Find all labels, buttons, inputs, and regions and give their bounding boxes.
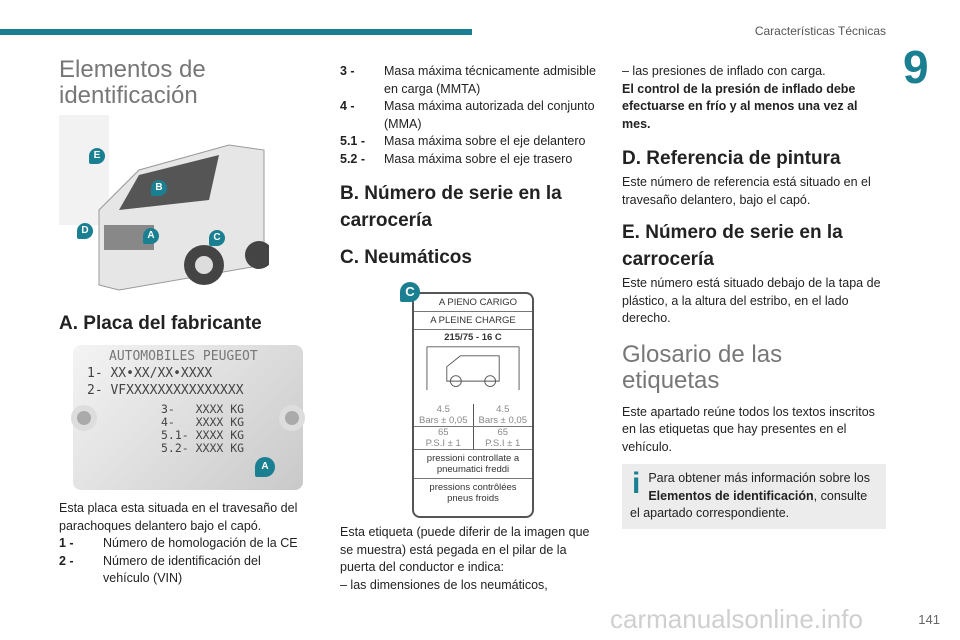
- page-title: Elementos de identificación: [59, 56, 206, 109]
- chapter-number: 9: [903, 41, 929, 93]
- van-illustration: [59, 115, 269, 293]
- section-title: Características Técnicas: [754, 24, 886, 38]
- tire-label: A PIENO CARIGO A PLEINE CHARGE 215/75 - 16 C 4.5 Bars ± 0,05 4.5 Bars ± 0,05 65 P.S.I ± 1 65 P.S.I ± 1 pressioni controllate a pneumatici freddi pressions contrôlées pneus froids C: [412, 292, 534, 518]
- page-number: 141: [918, 612, 940, 627]
- heading-glossary: Glosario de las etiquetas: [622, 340, 783, 394]
- heading-b: B. Número de serie en la carrocería: [340, 183, 562, 231]
- tire-text: Esta etiqueta (puede diferir de la imagen que se muestra) está pegada en el pilar de la puerta del conductor e indica: – las dimensiones de los neumáticos,: [340, 525, 590, 592]
- info-box: i Para obtener más información sobre los Elementos de identificación, consulte el apartado correspondiente.: [622, 464, 886, 529]
- badge-a: A: [255, 457, 275, 477]
- column-1: [59, 57, 309, 109]
- header-bar: [0, 29, 472, 35]
- info-icon: i: [632, 467, 641, 500]
- watermark: carmanualsonline.info: [610, 604, 863, 634]
- badge-b: B: [151, 180, 167, 196]
- badge-d: D: [77, 223, 93, 239]
- heading-a: A. Placa del fabricante: [59, 313, 262, 334]
- badge-c: C: [400, 282, 420, 302]
- heading-c: C. Neumáticos: [340, 247, 472, 268]
- manufacturer-plate: AUTOMOBILES PEUGEOT 1- XX•XX/XX•XXXX 2- VFXXXXXXXXXXXXXXX 3- XXXX KG 4- XXXX KG 5.1- XXXX KG 5.2- XXXX KG A: [73, 345, 303, 490]
- heading-e: E. Número de serie en la carrocería: [622, 222, 843, 270]
- badge-a: A: [143, 228, 159, 244]
- mass-list: 3 - Masa máxima técnicamente admisible en carga (MMTA) 4 - Masa máxima autorizada del conjunto (MMA) 5.1 - Masa máxima sobre el eje delantero 5.2 - Masa máxima sobre el eje trasero B. Número de serie en la carrocería C. Neumáticos: [340, 63, 602, 271]
- badge-e: E: [89, 148, 105, 164]
- badge-c: C: [209, 230, 225, 246]
- heading-d: D. Referencia de pintura: [622, 148, 841, 169]
- column-3: – las presiones de inflado con carga. El control de la presión de inflado debe efectuarse en frío y al menos una vez al mes. D. Referencia de pintura Este número de referencia está situado en el travesaño delantero, bajo el capó. E. Número de serie en la carrocería Este número está situado debajo de la tapa de plástico, a la altura del estribo, en el lado derecho. Glosario de las etiquetas Este apartado reúne todos los textos inscritos en las etiquetas que hay presentes en el vehículo. i Para obtener más información sobre los Elementos de identificación, consulte el apartado correspondiente.: [622, 63, 886, 529]
- plate-text: Esta placa esta situada en el travesaño del parachoques delantero bajo el capó. 1 - Número de homologación de la CE 2 - Número de identificación del vehículo (VIN): [59, 501, 298, 585]
